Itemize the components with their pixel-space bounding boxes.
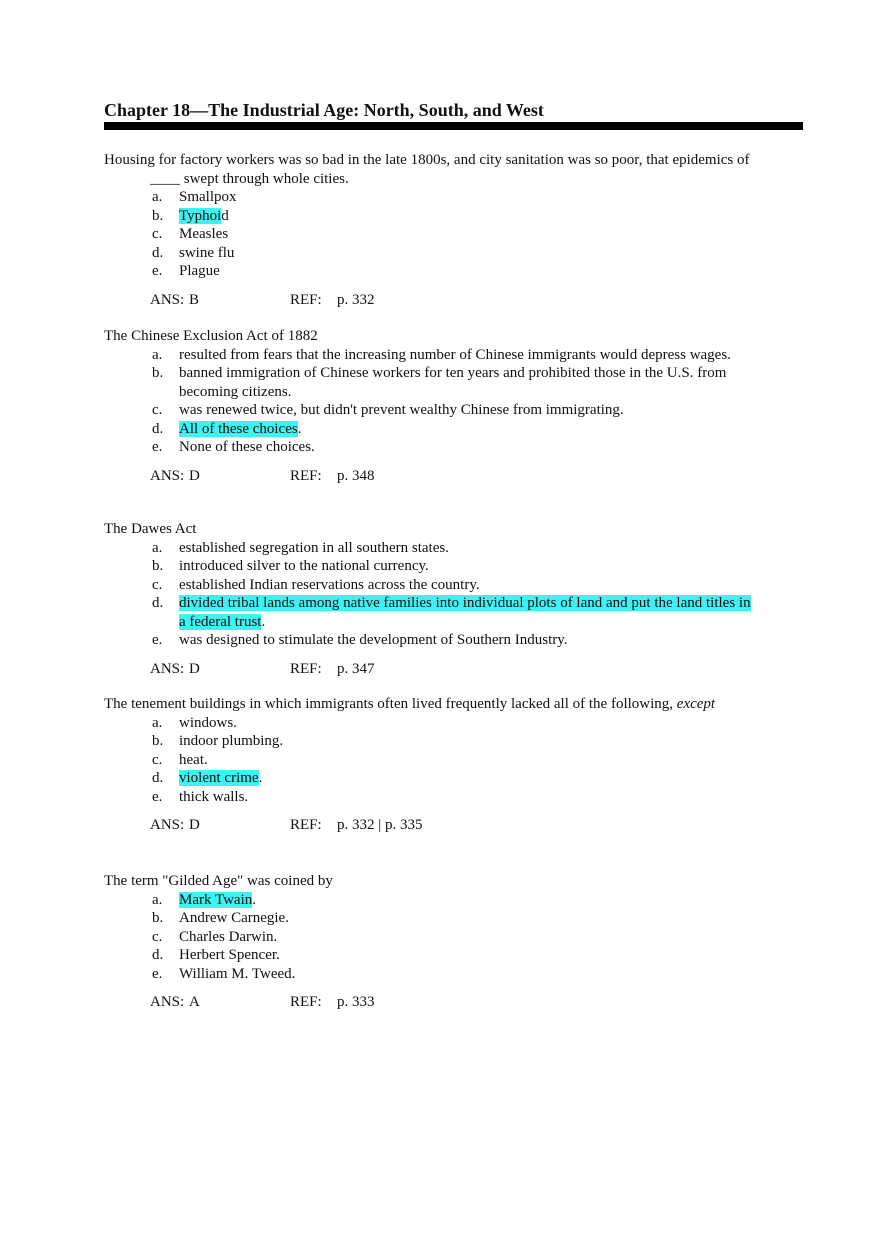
option-text: William M. Tweed. (179, 965, 296, 982)
answer-options (104, 539, 754, 650)
ref-label: REF: (290, 291, 322, 308)
option-text: banned immigration of Chinese workers for ten years and prohibited those in the U.S. from becoming citizens. (179, 365, 727, 400)
option-letter: c. (152, 751, 163, 768)
option-letter: c. (152, 576, 163, 593)
ans-value: B (189, 291, 200, 308)
option-letter: a. (152, 539, 163, 556)
option-text: established segregation in all southern states. (179, 539, 449, 556)
option-letter: a. (152, 346, 163, 363)
option-text: Charles Darwin. (179, 928, 278, 945)
option-b[interactable] (104, 909, 804, 928)
option-letter: d. (152, 420, 164, 437)
ref-label: REF: (290, 467, 322, 484)
option-c[interactable] (104, 576, 754, 595)
option-text: resulted from fears that the increasing number of Chinese immigrants would depress wages. (179, 346, 731, 363)
ans-value: D (189, 660, 200, 677)
option-d[interactable] (104, 244, 804, 263)
ref-label: REF: (290, 817, 322, 833)
highlighted-answer: divided tribal lands among native families into individual plots of land and put the land titles in a federal trust (179, 595, 751, 630)
option-e[interactable] (104, 788, 804, 807)
option-letter: c. (152, 226, 163, 242)
option-letter: d. (152, 595, 164, 611)
option-c[interactable] (104, 401, 744, 420)
option-e[interactable] (104, 438, 744, 457)
option-e[interactable] (104, 965, 804, 984)
ans-value: D (189, 817, 200, 833)
answer-line (104, 660, 804, 678)
ans-label: ANS: (150, 660, 185, 677)
option-c[interactable] (104, 751, 804, 770)
option-text: Measles (179, 226, 229, 242)
option-letter: e. (152, 965, 163, 982)
answer-line (104, 291, 804, 309)
ref-value: p. 332 (337, 291, 375, 308)
option-letter: e. (152, 439, 163, 455)
option-e[interactable] (104, 262, 804, 281)
option-letter: d. (152, 947, 164, 963)
question-2 (104, 327, 804, 485)
option-d[interactable] (104, 946, 804, 965)
highlighted-answer: Typhoi (179, 207, 222, 224)
ref-label: REF: (290, 660, 322, 677)
answer-options (104, 188, 804, 281)
option-a[interactable] (104, 188, 804, 207)
option-text: . (258, 770, 263, 786)
option-letter: e. (152, 632, 163, 648)
question-stem: The Dawes Act (104, 521, 197, 537)
ans-label: ANS: (150, 994, 185, 1010)
option-c[interactable] (104, 928, 804, 947)
answer-line (104, 816, 804, 834)
option-e[interactable] (104, 631, 754, 650)
option-text: d (221, 207, 229, 224)
option-letter: b. (152, 733, 164, 749)
option-text: . (252, 891, 256, 908)
question-stem: Housing for factory workers was so bad in the late 1800s, and city sanitation was so poor, that epidemics of ____ swept through whole cities. (104, 151, 804, 188)
option-text: Andrew Carnegie. (179, 910, 289, 926)
option-letter: d. (152, 244, 164, 261)
ref-label: REF: (290, 994, 322, 1010)
option-letter: a. (152, 714, 163, 731)
answer-options (104, 891, 804, 984)
option-letter: e. (152, 788, 163, 805)
ans-value: A (189, 994, 200, 1010)
option-letter: b. (152, 910, 164, 926)
question-stem-continuation: ____ swept through whole cities. (150, 170, 349, 187)
ref-value: p. 332 | p. 335 (337, 817, 423, 833)
option-text: . (261, 613, 266, 630)
answer-line (104, 993, 804, 1011)
option-a[interactable] (104, 346, 744, 365)
option-text: was renewed twice, but didn't prevent wealthy Chinese from immigrating. (179, 402, 624, 418)
option-text: Plague (179, 263, 220, 279)
option-text: was designed to stimulate the development of Southern Industry. (179, 632, 568, 648)
option-b[interactable] (104, 207, 804, 226)
title-rule (104, 122, 803, 130)
question-1 (104, 151, 804, 309)
ans-label: ANS: (150, 291, 185, 308)
option-letter: b. (152, 558, 164, 574)
option-a[interactable] (104, 539, 754, 558)
highlighted-answer: All of these choices (179, 420, 298, 437)
option-c[interactable] (104, 225, 804, 244)
answer-line (104, 467, 804, 485)
question-stem: The tenement buildings in which immigrants often lived frequently lacked all of the following, except (104, 696, 716, 712)
option-letter: a. (152, 189, 163, 205)
option-b[interactable] (104, 732, 804, 751)
option-text: swine flu (179, 244, 235, 261)
option-text: Herbert Spencer. (179, 947, 280, 963)
option-b[interactable] (104, 557, 754, 576)
ref-value: p. 347 (337, 660, 375, 677)
question-stem: The Chinese Exclusion Act of 1882 (104, 328, 318, 344)
option-text: introduced silver to the national currency. (179, 558, 429, 574)
option-letter: b. (152, 365, 164, 381)
question-5 (104, 872, 804, 1011)
option-letter: e. (152, 263, 163, 279)
option-text: established Indian reservations across the country. (179, 576, 480, 593)
option-a[interactable] (104, 891, 804, 910)
option-letter: b. (152, 207, 164, 224)
question-3 (104, 520, 804, 678)
answer-options (104, 714, 804, 807)
ans-label: ANS: (150, 817, 185, 833)
chapter-title: Chapter 18—The Industrial Age: North, South, and West (104, 100, 544, 120)
ref-value: p. 333 (337, 994, 375, 1010)
option-text: None of these choices. (179, 439, 315, 455)
answer-options (104, 346, 744, 457)
ans-value: D (189, 467, 200, 484)
option-text: windows. (179, 714, 237, 731)
stem-emphasis: except (676, 696, 716, 712)
option-letter: a. (152, 891, 163, 908)
option-text: indoor plumbing. (179, 733, 284, 749)
option-d[interactable] (104, 594, 754, 631)
option-text: . (297, 420, 302, 437)
option-b[interactable] (104, 364, 744, 401)
ref-value: p. 348 (337, 467, 375, 484)
question-stem: The term "Gilded Age" was coined by (104, 873, 333, 889)
highlighted-answer: violent crime (179, 770, 259, 786)
option-d[interactable] (104, 420, 744, 439)
option-a[interactable] (104, 714, 804, 733)
option-text: heat. (179, 751, 208, 768)
option-letter: c. (152, 928, 163, 945)
highlighted-answer: Mark Twain (179, 891, 253, 908)
option-letter: c. (152, 402, 163, 418)
question-4 (104, 695, 804, 834)
option-text: Smallpox (179, 189, 237, 205)
option-text: thick walls. (179, 788, 249, 805)
ans-label: ANS: (150, 467, 185, 484)
option-letter: d. (152, 770, 164, 786)
option-d[interactable] (104, 769, 804, 788)
